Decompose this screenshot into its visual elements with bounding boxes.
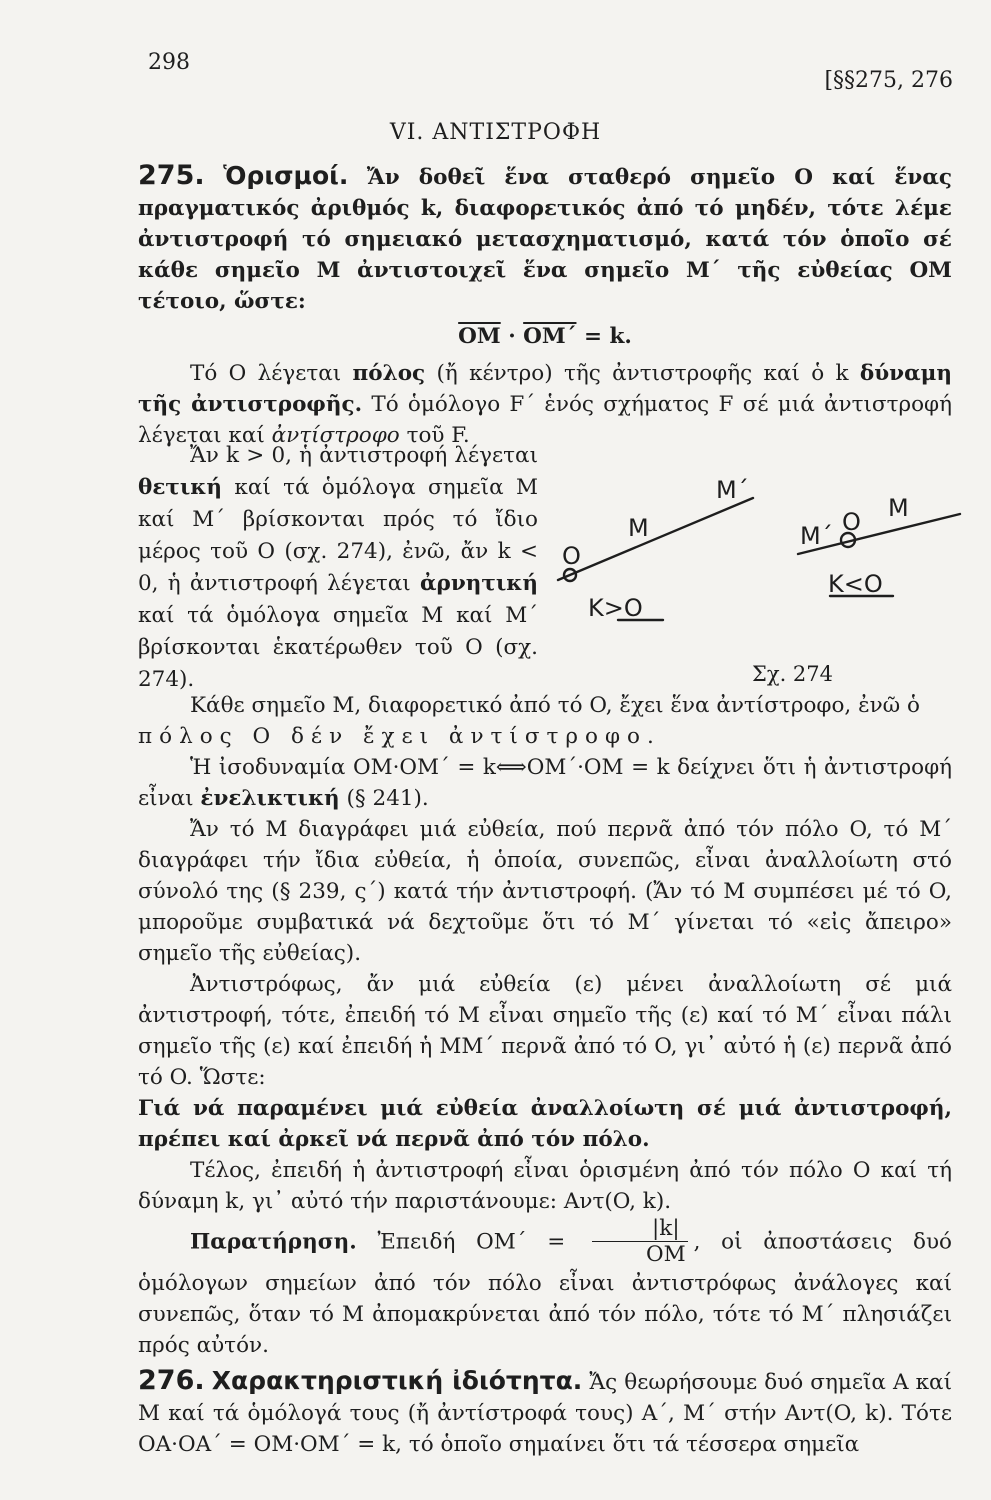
section-number-275: 275.: [138, 160, 205, 191]
remark-label: Παρατήρηση.: [190, 1229, 357, 1255]
right-label-o: O: [842, 508, 861, 536]
pole-text-4: τοῦ F.: [399, 423, 470, 448]
sign-paragraph: [138, 440, 538, 696]
pole-no-inverse: πόλος O δέν ἔχει ἀντίστροφο.: [138, 724, 661, 749]
remark-paragraph: [138, 1217, 952, 1361]
section-275-continued: [138, 690, 952, 1460]
pole-term: πόλος: [352, 361, 426, 386]
section-title-276: Χαρακτηριστική ἰδιότητα.: [211, 1366, 583, 1395]
fraction-denominator: OM: [645, 1242, 686, 1267]
formula-equals-k: = k.: [576, 324, 632, 349]
chapter-title: VI. ΑΝΤΙΣΤΡΟΦΗ: [389, 120, 602, 145]
formula-omp: $\overline{OM΄}$: [523, 324, 577, 349]
right-label-mp: M΄: [800, 522, 833, 550]
equiv-text-3: (§ 241).: [339, 786, 429, 811]
section-276-formula: OA·OA΄ = OM·OM΄: [138, 1432, 351, 1457]
negative-term: ἀρνητική: [419, 571, 538, 596]
remark-text-2: , οἱ ἀποστάσεις δυό ὁμόλογων σημείων ἀπό τόν πόλο εἶναι ἀντιστρόφως ἀνάλογες καί συνεπῶς, ὅταν τό M ἀπομακρύνεται ἀπό τόν πόλο, τότε τό M΄ πλησιάζει πρός αὐτόν.: [138, 1229, 952, 1358]
section-276-text-2: = k, τό ὁποῖο σημαίνει ὅτι τά τέσσερα σημεῖα: [350, 1432, 860, 1457]
section-276-paragraph: [138, 1365, 952, 1460]
definition-text: Ἄν δοθεῖ ἕνα σταθερό σημεῖο O καί ἕνας πραγματικός ἀριθμός k, διαφορετικός ἀπό τό μηδέν, τότε λέμε ἀντιστροφή τό σημειακό μετασχηματισμό, κατά τόν ὁποῖο σέ κάθε σημεῖο M ἀντιστοιχεῖ ἕνα σημεῖο M΄ τῆς εὐθείας OM τέτοιο, ὥστε:: [138, 165, 952, 314]
left-label-m: M: [628, 514, 649, 542]
conclusion-statement: Γιά νά παραμένει μιά εὐθεία ἀναλλοίωτη σέ μιά ἀντιστροφή, πρέπει καί ἀρκεῖ νά περνᾶ ἀπό τόν πόλο.: [138, 1096, 952, 1152]
left-label-mp: M΄: [716, 476, 749, 504]
pole-text-1: Τό O λέγεται: [190, 361, 353, 386]
pole-text-2: (ἤ κέντρο) τῆς ἀντιστροφῆς καί ὁ k: [425, 361, 860, 386]
section-276-text-1: Ἄς θεωρήσουμε δυό σημεῖα A καί M καί τά ὁμόλογά τους (ἤ ἀντίστροφά τους) A΄, M΄ στήν Αντ(O, k). Τότε: [138, 1370, 952, 1426]
involutive-term: ἐνελικτική: [200, 786, 340, 811]
converse-paragraph: Ἀντιστρόφως, ἄν μιά εὐθεία (ε) μένει ἀναλλοίωτη σέ μιά ἀντιστροφή, τότε, ἐπειδή τό M εἶναι σημεῖο τῆς (ε) καί τό M΄ εἶναι πάλι σημεῖο τῆς (ε) καί ἐπειδή ἡ MM΄ περνᾶ ἀπό τό O, γι᾽ αὐτό ἡ (ε) περνᾶ ἀπό τό O. Ὥστε:: [138, 972, 952, 1090]
notation-paragraph: Τέλος, ἐπειδή ἡ ἀντιστροφή εἶναι ὁρισμένη ἀπό τόν πόλο O καί τή δύναμη k, γι᾽ αὐτό τήν παριστάνουμε: Αντ(O, k).: [138, 1158, 952, 1214]
figure-caption: Σχ. 274: [752, 662, 834, 686]
formula-om: $\overline{OM}$: [458, 324, 501, 349]
left-case-label: K>O: [588, 594, 643, 622]
section-title-275: Ὁρισμοί.: [223, 161, 349, 190]
line-paragraph: Ἄν τό M διαγράφει μιά εὐθεία, πού περνᾶ ἀπό τόν πόλο O, τό M΄ διαγράφει τήν ἴδια εὐθεία, ἡ ὁποία, συνεπῶς, εἶναι ἀναλλοίωτη στό σύνολό της (§ 239, ς΄) κατά τήν ἀντιστροφή. (Ἄν τό M συμπέσει μέ τό O, μποροῦμε συμβατικά νά δεχτοῦμε ὅτι τό M΄ γίνεται τό «εἰς ἄπειρο» σημεῖο τῆς εὐθείας).: [138, 817, 952, 966]
sign-text-2: καί τά ὁμόλογα σημεῖα M καί M΄ βρίσκονται πρός τό ἴδιο μέρος τοῦ O (σχ. 274), ἐνῶ, ἄν k < 0, ἡ ἀντιστροφή λέγεται: [138, 475, 538, 596]
pole-text-3: Τό ὁμόλογο F΄ ἑνός σχήματος F σέ μιά ἀντιστροφή λέγεται καί: [138, 392, 952, 448]
sign-text-3: καί τά ὁμόλογα σημεῖα M καί M΄ βρίσκονται ἑκατέρωθεν τοῦ O (σχ. 274).: [138, 603, 538, 692]
power-term: δύναμη τῆς ἀντιστροφῆς.: [138, 361, 952, 417]
section-number-276: 276.: [138, 1365, 205, 1396]
fraction-numerator: |k|: [592, 1217, 688, 1242]
equiv-text-2: δείχνει ὅτι ἡ ἀντιστροφή εἶναι: [138, 755, 952, 811]
formula-dot: ·: [500, 324, 524, 349]
sign-text-1: Ἄν k > 0, ἡ ἀντιστροφή λέγεται: [190, 443, 538, 468]
equiv-formula: OM·OM΄ = k⟺OM΄·OM = k: [352, 755, 670, 780]
left-ray: [558, 498, 753, 580]
right-case-label: K<O: [828, 570, 883, 598]
positive-term: θετική: [138, 475, 223, 500]
page-number: 298: [148, 50, 190, 75]
definition-paragraph: [138, 160, 952, 317]
left-label-o: O: [562, 542, 581, 570]
inversion-formula: [138, 321, 952, 352]
right-label-m: M: [888, 494, 909, 522]
equivalence-paragraph: [138, 752, 952, 814]
section-reference: [§§275, 276: [824, 68, 953, 93]
section-275-intro: [138, 160, 952, 451]
pole-paragraph: [138, 358, 952, 451]
equiv-text-1: Ἡ ἰσοδυναμία: [190, 755, 353, 780]
inverse-term: ἀντίστροφο: [271, 423, 400, 448]
remark-fraction: [592, 1217, 688, 1268]
every-point-paragraph: Κάθε σημεῖο M, διαφορετικό ἀπό τό O, ἔχει ἕνα ἀντίστροφο, ἐνῶ ὁ: [190, 693, 920, 718]
remark-text-1: Ἐπειδή OM΄ =: [356, 1229, 587, 1255]
